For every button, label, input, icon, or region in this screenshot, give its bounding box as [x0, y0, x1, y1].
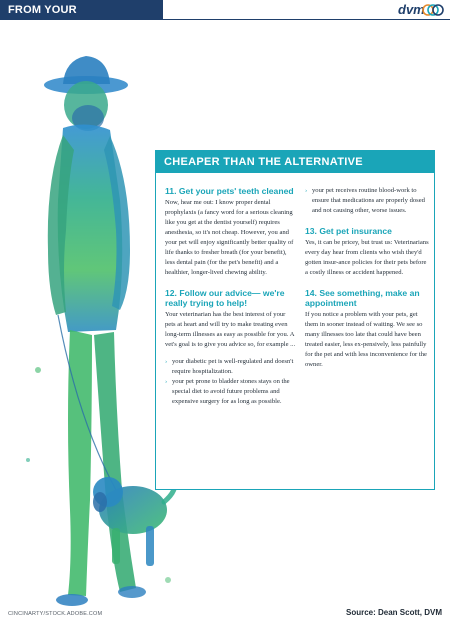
bullet-arrow-icon: › — [165, 378, 168, 385]
section-12-bullet-2: › your pet prone to bladder stones stays on the special diet to avoid future problems and expensive surgery for as long as possible. — [165, 378, 290, 405]
section-header — [0, 0, 163, 36]
header-divider — [163, 19, 450, 20]
article-title: CHEAPER THAN THE ALTERNATIVE — [156, 151, 434, 173]
logo-360-mark — [422, 2, 444, 18]
article-box — [155, 150, 435, 490]
section-11-body: Now, hear me out: I know proper dental prophylaxis (a fancy word for a serious cleaning like you get at the dentist yourself) requires anesthesia, so it's not cheap. However, you and your pet will enjoy significantly better quality of life thanks to fresher breath (for your benefit), less dental pain (for the pet's benefit) and a healthier, longer-lived chewing ability. — [165, 199, 294, 276]
logo-text: dvm — [398, 2, 425, 17]
article-column-right — [305, 186, 429, 370]
section-12-bullet-3: › your pet receives routine blood-work to ensure that medications are properly dosed and not causing other, worse issues. — [305, 187, 425, 214]
bullet-arrow-icon: › — [305, 187, 308, 194]
section-14-body: If you notice a problem with your pets, get them in sooner instead of waiting. We see so many illnesses too late that could have been treated easier, less ex-pensively, less painfully for the pet and with less inconvenience for the owner. — [305, 311, 427, 368]
source-attribution: Source: Dean Scott, DVM — [345, 608, 442, 617]
section-12-bullet-1: › your diabetic pet is well-regulated and doesn't require hospitalization. — [165, 358, 294, 375]
section-11-heading: 11. Get your pets' teeth cleaned — [165, 186, 294, 196]
section-13-body: Yes, it can be pricey, but trust us: Veterinarians every day hear from clients who wish they'd gotten insur-ance policies for their pets before a costly illness or accident happened. — [305, 239, 429, 276]
section-13-heading: 13. Get pet insurance — [305, 226, 392, 236]
section-14-heading: 14. See something, make an appointment — [305, 288, 420, 308]
section-12-heading: 12. Follow our advice— we're really trying to help! — [165, 288, 285, 308]
article-column-left — [165, 186, 297, 407]
dvm360-logo — [398, 3, 444, 19]
bullet-arrow-icon: › — [165, 358, 168, 365]
section-12-body: Your veterinarian has the best interest of your pets at heart and will try to make treating even long-term illnesses as easy as possible for you. A vet's goal is to give you advice so, for example ... — [165, 311, 296, 348]
section-header-title: FROM YOUR VETERINARIAN — [8, 4, 93, 36]
photo-credit: CINCINARTY/STOCK.ADOBE.COM — [8, 611, 103, 617]
